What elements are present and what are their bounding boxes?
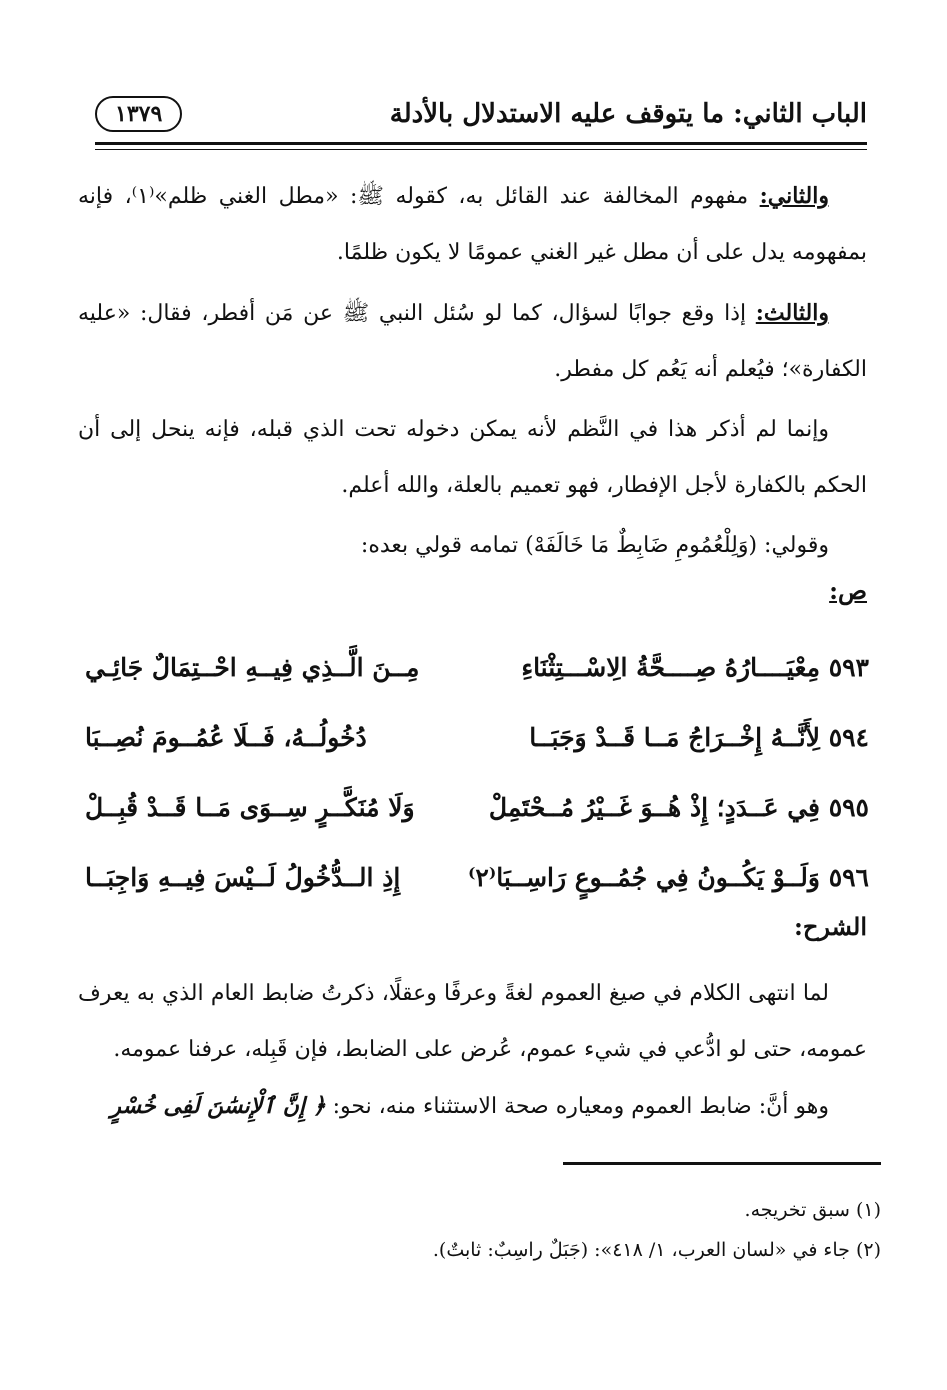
paragraph-note: وإنما لم أذكر هذا في النَّظم لأنه يمكن دخوله تحت الذي قبله، فإنه ينحل إلى أن الحكم بالكفارة لأجل الإفطار، فهو تعميم بالعلة، والله أعلم. bbox=[78, 417, 867, 498]
commentary-paragraph bbox=[78, 1078, 867, 1135]
header-rule-thin bbox=[95, 149, 867, 150]
footnotes bbox=[80, 1190, 881, 1270]
paragraph-lead: والثالث: bbox=[755, 300, 829, 326]
footnote-rule bbox=[563, 1162, 881, 1165]
verse-hemistich-second: وَلَا مُنَكَّــرٍ سِــوَى مَــا قَــدْ قُبِــلْ bbox=[85, 792, 415, 822]
page-header bbox=[95, 88, 867, 140]
running-title: الباب الثاني: ما يتوقف عليه الاستدلال بالأدلة bbox=[389, 99, 867, 129]
verse-line bbox=[85, 702, 869, 772]
poem bbox=[85, 632, 869, 912]
quran-quote: ﴿ إِنَّ ٱلْإِنسَٰنَ لَفِى خُسْرٍ bbox=[110, 1093, 326, 1119]
commentary-heading: الشرح: bbox=[794, 912, 867, 941]
commentary-text bbox=[78, 966, 867, 1135]
paragraph-quote: وقولي: (وَلِلْعُمُومِ ضَابِطٌ مَا خَالَفَهْ) تمامه قولي بعده: bbox=[360, 533, 829, 558]
verse-hemistich-second: إِذِ الــدُّخُولُ لَــيْسَ فِيــهِ وَاجِبَــا bbox=[85, 862, 401, 892]
verse-hemistich-second: دُخُولُــهُ، فَــلَا عُمُــومَ نُصِــبَا bbox=[85, 722, 367, 752]
footnote-item: (٢) جاء في «لسان العرب، ١/ ٤١٨»: (جَبَلٌ راسِبٌ: ثابتٌ). bbox=[432, 1239, 881, 1261]
paragraph-text: مفهوم المخالفة عند القائل به، كقوله ﷺ: «مطل الغني ظلم»⁽١⁾، فإنه بمفهومه يدل على أن مطل غير الغني عمومًا لا يكون ظلمًا. bbox=[78, 184, 867, 265]
verse-hemistich-first: ٥٩٣ مِعْيَــــارُهُ صِــــحَّةُ الِاسْـــتِثْنَاءِ bbox=[521, 652, 869, 682]
verse-hemistich-first: ٥٩٦ وَلَــوْ يَكُــونُ فِي جُمُــوعٍ رَاسِــبَا⁽٢⁾ bbox=[467, 862, 869, 892]
commentary-text-span: وهو أنَّ: ضابط العموم ومعياره صحة الاستثناء منه، نحو: bbox=[325, 1094, 829, 1119]
commentary-paragraph: لما انتهى الكلام في صيغ العموم لغةً وعرفًا وعقلًا، ذكرتُ ضابط العام الذي به يعرف عمومه، حتى لو ادُّعي في شيء عموم، عُرض على الضابط، فإن قَبِله، عرفنا عمومه. bbox=[78, 981, 867, 1062]
footnote-item: (١) سبق تخريجه. bbox=[744, 1199, 881, 1221]
verse-line bbox=[85, 842, 869, 912]
paragraph-lead: والثاني: bbox=[759, 183, 829, 209]
paragraph-second bbox=[78, 168, 867, 281]
body-text bbox=[78, 168, 867, 578]
paragraph-third bbox=[78, 285, 867, 398]
verse-line bbox=[85, 772, 869, 842]
paragraph-text: إذا وقع جوابًا لسؤال، كما لو سُئل النبي ﷺ عن مَن أفطر، فقال: «عليه الكفارة»؛ فيُعلم أنه يَعُم كل مفطر. bbox=[78, 301, 867, 382]
header-rule bbox=[95, 142, 867, 145]
verse-line bbox=[85, 632, 869, 702]
verse-hemistich-first: ٥٩٤ لِأَنَّــهُ إِخْــرَاجُ مَــا قَــدْ وَجَبَــا bbox=[529, 722, 869, 752]
verse-hemistich-first: ٥٩٥ فِي عَــدَدٍ؛ إِذْ هُــوَ غَــيْرُ مُــحْتَمِلْ bbox=[488, 792, 869, 822]
poem-heading: ص: bbox=[829, 576, 867, 605]
page-number: ١٣٧٩ bbox=[95, 96, 182, 132]
verse-hemistich-second: مِــنَ الَّــذِي فِيــهِ احْــتِمَالٌ جَائِـي bbox=[85, 652, 420, 682]
